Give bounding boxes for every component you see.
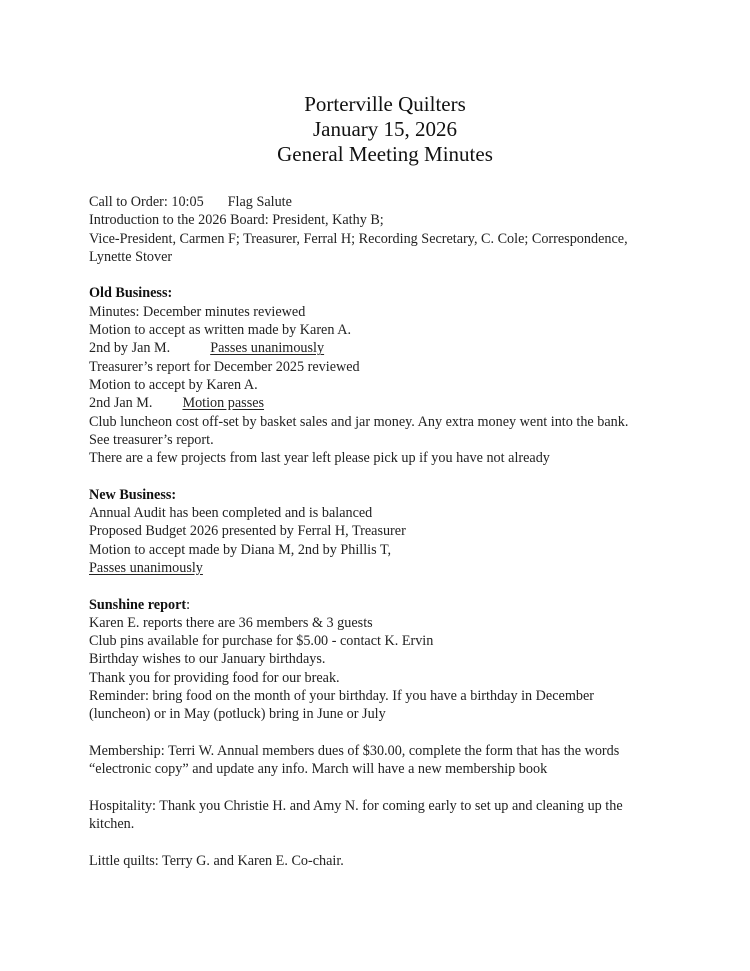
sunshine-heading-colon: : <box>186 596 191 613</box>
second-minutes-line <box>89 339 669 357</box>
motion-result-treasurer: Motion passes <box>182 395 265 412</box>
budget-note: Proposed Budget 2026 presented by Ferral H, Treasurer <box>89 523 406 540</box>
spacer <box>89 577 669 595</box>
spacer <box>89 833 669 851</box>
projects-note: There are a few projects from last year left please pick up if you have not already <box>89 450 550 467</box>
membership-note-cont: “electronic copy” and update any info. March will have a new membership book <box>89 761 548 778</box>
audit-note: Annual Audit has been completed and is balanced <box>89 505 373 522</box>
board-intro: Introduction to the 2026 Board: President, Kathy B; <box>89 212 384 229</box>
budget-motion-result-line <box>89 559 669 577</box>
document-title: General Meeting Minutes <box>277 142 493 166</box>
new-business-heading: New Business: <box>89 486 177 503</box>
food-thanks: Thank you for providing food for our break. <box>89 669 340 686</box>
club-pins-note: Club pins available for purchase for $5.00 - contact K. Ervin <box>89 633 434 650</box>
old-business-heading: Old Business: <box>89 285 173 302</box>
luncheon-note: Club luncheon cost off-set by basket sales and jar money. Any extra money went into the bank. <box>89 413 629 430</box>
membership-note: Membership: Terri W. Annual members dues of $30.00, complete the form that has the words <box>89 742 620 759</box>
second-minutes: 2nd by Jan M. <box>89 340 171 357</box>
hospitality-note-cont: kitchen. <box>89 816 135 833</box>
hospitality-note: Hospitality: Thank you Christie H. and Amy N. for coming early to set up and cleaning up the <box>89 797 623 814</box>
budget-motion-result: Passes unanimously <box>89 559 203 576</box>
treasurer-report: Treasurer’s report for December 2025 reviewed <box>89 358 360 375</box>
sunshine-heading-text: Sunshine report <box>89 596 187 613</box>
food-reminder-cont: (luncheon) or in May (potluck) bring in June or July <box>89 706 386 723</box>
minutes-body <box>89 193 669 870</box>
call-to-order: Call to Order: 10:05 <box>89 194 204 210</box>
spacer <box>89 266 669 284</box>
document-header <box>0 92 750 167</box>
board-members-cont: Lynette Stover <box>89 248 173 265</box>
spacer <box>89 467 669 485</box>
meeting-date: January 15, 2026 <box>312 117 458 141</box>
organization-name: Porterville Quilters <box>304 92 466 116</box>
motion-accept-minutes: Motion to accept as written made by Karen A. <box>89 322 351 339</box>
luncheon-note-cont: See treasurer’s report. <box>89 431 214 448</box>
birthday-wishes: Birthday wishes to our January birthdays. <box>89 651 326 668</box>
spacer <box>89 779 669 797</box>
sunshine-heading <box>89 596 669 614</box>
flag-salute: Flag Salute <box>227 194 292 210</box>
board-members: Vice-President, Carmen F; Treasurer, Ferral H; Recording Secretary, C. Cole; Correspondence, <box>89 230 628 247</box>
call-to-order-line <box>89 193 669 211</box>
motion-accept-treasurer: Motion to accept by Karen A. <box>89 376 258 393</box>
little-quilts-note: Little quilts: Terry G. and Karen E. Co-chair. <box>89 852 344 869</box>
budget-motion: Motion to accept made by Diana M, 2nd by Phillis T, <box>89 541 392 558</box>
motion-result-minutes: Passes unanimously <box>210 340 325 357</box>
second-treasurer: 2nd Jan M. <box>89 395 153 412</box>
food-reminder: Reminder: bring food on the month of your birthday. If you have a birthday in December <box>89 688 594 705</box>
attendance-note: Karen E. reports there are 36 members & 3 guests <box>89 614 373 631</box>
spacer <box>89 724 669 742</box>
minutes-reviewed: Minutes: December minutes reviewed <box>89 303 306 320</box>
second-treasurer-line <box>89 394 669 412</box>
